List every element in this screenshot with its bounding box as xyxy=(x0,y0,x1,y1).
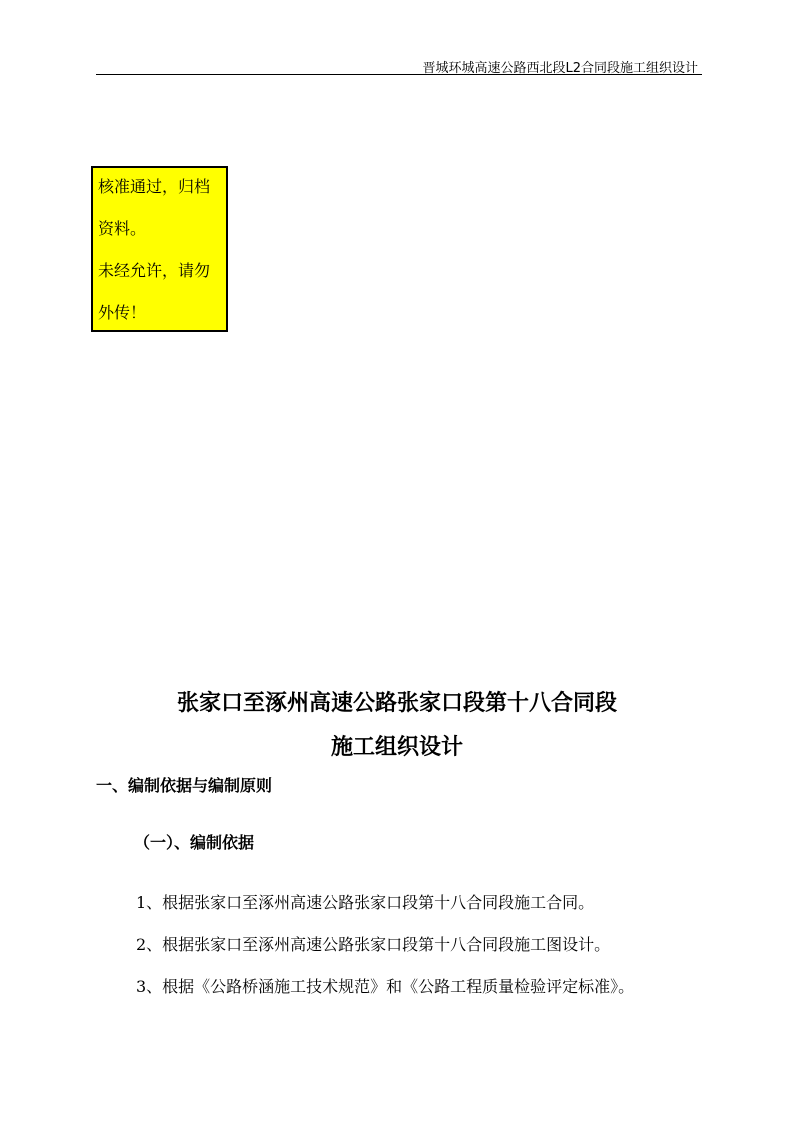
section-heading: 一、编制依据与编制原则 xyxy=(96,776,273,795)
page-header-title: 晋城环城高速公路西北段L2合同段施工组织设计 xyxy=(422,61,698,76)
basis-item: 2、根据张家口至涿州高速公路张家口段第十八合同段施工图设计。 xyxy=(136,935,611,954)
notice-line: 核准通过，归档 xyxy=(98,177,211,196)
subsection-heading: （一）、编制依据 xyxy=(134,833,255,852)
document-title-line2: 施工组织设计 xyxy=(330,734,463,760)
archive-notice-box xyxy=(91,166,228,332)
document-title-line1: 张家口至涿州高速公路张家口段第十八合同段 xyxy=(176,690,617,716)
basis-item: 1、根据张家口至涿州高速公路张家口段第十八合同段施工合同。 xyxy=(136,893,595,912)
notice-line: 外传！ xyxy=(98,303,147,322)
notice-line: 未经允许，请勿 xyxy=(98,261,211,280)
basis-item: 3、根据《公路桥涵施工技术规范》和《公路工程质量检验评定标准》。 xyxy=(136,977,635,996)
header-divider xyxy=(96,74,702,75)
notice-line: 资料。 xyxy=(98,219,147,238)
